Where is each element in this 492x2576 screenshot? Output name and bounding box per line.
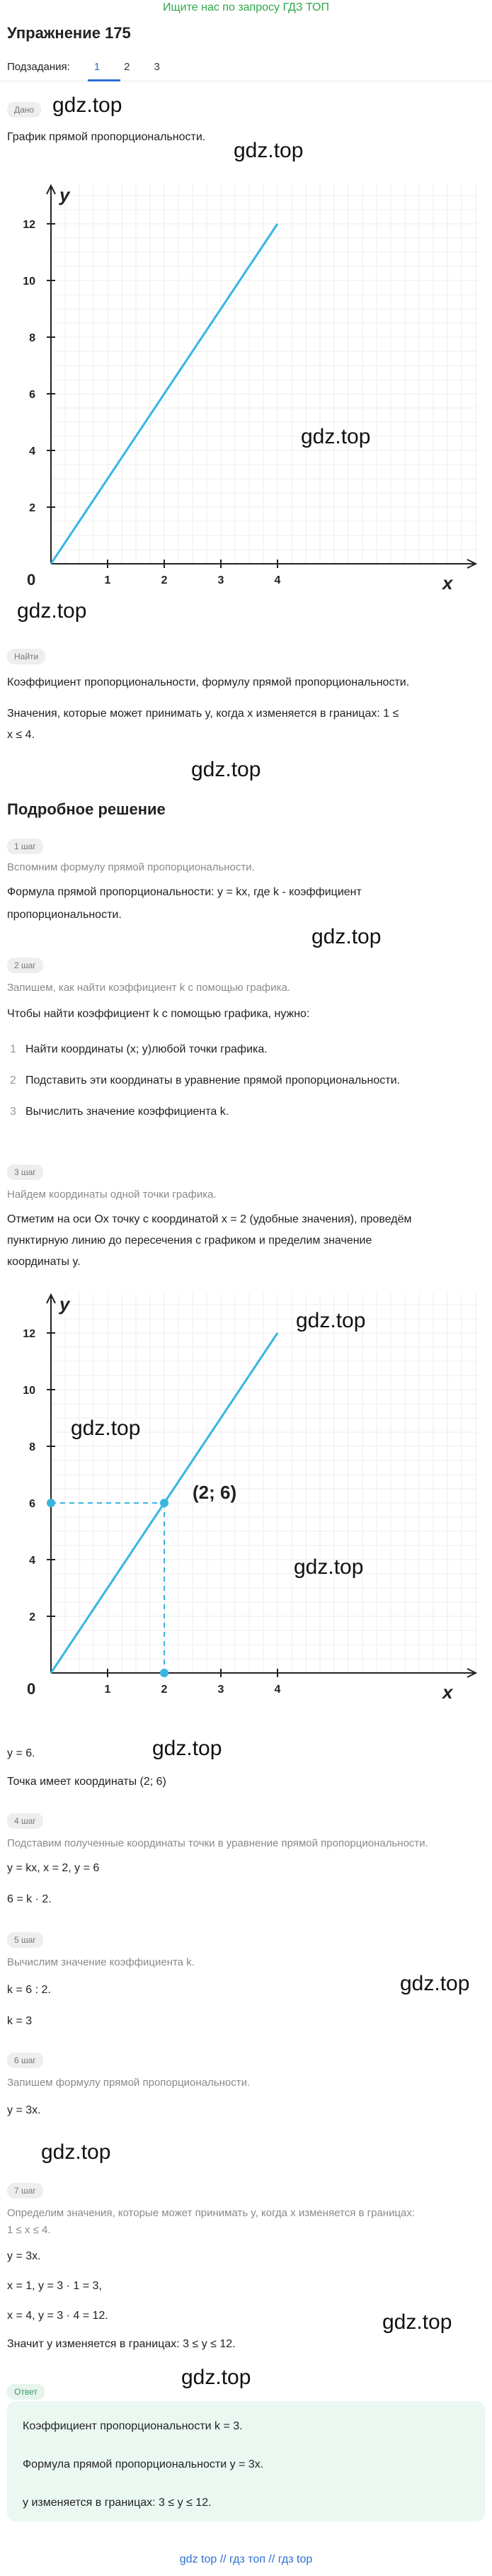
x-axis-point <box>160 1669 168 1677</box>
step-4-badge: 4 шаг <box>7 1813 43 1829</box>
answer-line-3: y изменяется в границах: 3 ≤ y ≤ 12. <box>23 2497 212 2509</box>
given-badge: Дано <box>7 102 41 118</box>
y-axis-label: y <box>59 1293 70 1315</box>
list-item: Найти координаты (x; y)любой точки графика. <box>25 1043 268 1055</box>
y-tick-label: 4 <box>29 1555 35 1567</box>
y-tick-label: 8 <box>29 1441 35 1453</box>
step-7-note-1: Определим значения, которые может принимать y, когда x изменяется в границах: <box>7 2207 416 2219</box>
step-3-line-1: Отметим на оси Ox точку с координатой x = 2 (удобные значения), проведём <box>7 1213 412 1225</box>
x-tick-label: 1 <box>104 574 111 586</box>
step-3-badge: 3 шаг <box>7 1164 43 1180</box>
chart-1 <box>0 170 492 609</box>
step-7-line-3: x = 4, y = 3 · 4 = 12. <box>7 2310 108 2322</box>
find-text-1: Коэффициент пропорциональности, формулу прямой пропорциональности. <box>7 676 410 688</box>
step-2-item-2 <box>10 1071 400 1091</box>
x-axis-label: x <box>442 1681 453 1703</box>
x-axis-label: x <box>442 572 453 594</box>
watermark: gdz.top <box>296 1309 366 1332</box>
watermark: gdz.top <box>71 1417 141 1440</box>
list-item: Подставить эти координаты в уравнение прямой пропорциональности. <box>25 1074 400 1086</box>
watermark: gdz.top <box>191 758 261 781</box>
answer-line-1: Коэффициент пропорциональности k = 3. <box>23 2420 243 2432</box>
step-5-line-1: k = 6 : 2. <box>7 1984 51 1996</box>
y-tick-label: 10 <box>23 1385 35 1397</box>
step-1-line-2: пропорциональности. <box>7 909 122 921</box>
list-item: Вычислить значение коэффициента k. <box>25 1106 229 1118</box>
footer-links[interactable]: gdz top // гдз топ // гдз top <box>179 2553 313 2565</box>
subtask-tab-3[interactable]: 3 <box>154 61 160 73</box>
watermark: gdz.top <box>301 425 371 448</box>
x-tick-label: 2 <box>161 1684 168 1696</box>
step-7-badge: 7 шаг <box>7 2183 43 2198</box>
step-3-result-2: Точка имеет координаты (2; 6) <box>7 1776 166 1788</box>
step-6-note: Запишем формулу прямой пропорциональности. <box>7 2077 251 2089</box>
highlight-point <box>160 1499 168 1507</box>
step-3-result-1: y = 6. <box>7 1747 35 1759</box>
y-tick-label: 6 <box>29 1498 35 1510</box>
y-tick-label: 2 <box>29 502 35 514</box>
y-tick-label: 8 <box>29 332 35 344</box>
subtask-tab-2[interactable]: 2 <box>124 61 130 73</box>
origin-label: 0 <box>27 1680 36 1698</box>
step-2-note: Запишем, как найти коэффициент k с помощью графика. <box>7 982 291 994</box>
step-4-line-2: 6 = k · 2. <box>7 1893 52 1905</box>
step-6-line-1: y = 3x. <box>7 2104 41 2116</box>
step-4-note: Подставим полученные координаты точки в уравнение прямой пропорциональности. <box>7 1837 428 1849</box>
x-tick-label: 1 <box>104 1684 111 1696</box>
search-hint-link[interactable]: Ищите нас по запросу ГДЗ ТОП <box>163 1 329 13</box>
step-5-badge: 5 шаг <box>7 1932 43 1948</box>
watermark: gdz.top <box>41 2140 111 2164</box>
watermark: gdz.top <box>52 93 122 117</box>
step-2-badge: 2 шаг <box>7 958 43 973</box>
list-number: 3 <box>10 1106 16 1118</box>
step-6-badge: 6 шаг <box>7 2053 43 2068</box>
step-4-line-1: y = kx, x = 2, y = 6 <box>7 1862 100 1874</box>
x-tick-label: 3 <box>217 1684 224 1696</box>
watermark: gdz.top <box>17 599 87 623</box>
step-2-item-3 <box>10 1102 229 1122</box>
y-tick-label: 12 <box>23 219 35 231</box>
step-2-intro: Чтобы найти коэффициент k с помощью графика, нужно: <box>7 1008 310 1020</box>
origin-label: 0 <box>27 571 36 589</box>
step-3-line-3: координаты y. <box>7 1256 81 1268</box>
given-text: График прямой пропорциональности. <box>7 131 206 143</box>
step-7-line-1: y = 3x. <box>7 2250 41 2262</box>
chart-2 <box>0 1279 492 1718</box>
list-number: 2 <box>10 1074 16 1086</box>
step-1-badge: 1 шаг <box>7 839 43 854</box>
step-5-line-2: k = 3 <box>7 2015 33 2027</box>
watermark: gdz.top <box>152 1737 222 1760</box>
watermark: gdz.top <box>382 2310 452 2334</box>
find-text-3: x ≤ 4. <box>7 729 35 741</box>
x-tick-label: 4 <box>274 1684 281 1696</box>
find-badge: Найти <box>7 649 45 664</box>
page-title: Упражнение 175 <box>7 24 131 42</box>
step-1-note: Вспомним формулу прямой пропорциональности. <box>7 861 255 873</box>
active-tab-indicator <box>88 79 120 81</box>
solution-title: Подробное решение <box>7 800 166 818</box>
x-tick-label: 2 <box>161 574 168 586</box>
y-axis-label: y <box>59 184 70 205</box>
step-7-line-2: x = 1, y = 3 · 1 = 3, <box>7 2280 102 2292</box>
watermark: gdz.top <box>181 2366 251 2389</box>
step-7-note-2: 1 ≤ x ≤ 4. <box>7 2224 51 2236</box>
point-label: (2; 6) <box>193 1482 237 1503</box>
step-3-note: Найдем координаты одной точки графика. <box>7 1188 217 1201</box>
y-tick-label: 6 <box>29 389 35 401</box>
watermark: gdz.top <box>234 139 304 162</box>
y-axis-point <box>47 1499 55 1507</box>
y-tick-label: 10 <box>23 276 35 288</box>
answer-badge: Ответ <box>7 2384 45 2400</box>
step-1-line-1: Формула прямой пропорциональности: y = kx, где k - коэффициент <box>7 886 362 898</box>
subtask-tab-1[interactable]: 1 <box>93 61 101 73</box>
y-tick-label: 12 <box>23 1328 35 1340</box>
step-3-line-2: пунктирную линию до пересечения с графиком и пределим значение <box>7 1235 372 1247</box>
subtasks-label: Подзадания: <box>7 61 70 73</box>
watermark: gdz.top <box>294 1555 364 1579</box>
step-2-item-1 <box>10 1040 268 1060</box>
y-tick-label: 2 <box>29 1611 35 1623</box>
find-text-2: Значения, которые может принимать y, когда x изменяется в границах: 1 ≤ <box>7 708 399 720</box>
subtasks-bar <box>7 61 160 73</box>
x-tick-label: 4 <box>274 574 281 586</box>
list-number: 1 <box>10 1043 16 1055</box>
watermark: gdz.top <box>311 925 382 948</box>
y-tick-label: 4 <box>29 446 35 458</box>
answer-line-2: Формула прямой пропорциональности y = 3x. <box>23 2458 264 2470</box>
step-7-line-4: Значит y изменяется в границах: 3 ≤ y ≤ 12. <box>7 2338 236 2350</box>
x-tick-label: 3 <box>217 574 224 586</box>
step-5-note: Вычислим значение коэффициента k. <box>7 1956 195 1968</box>
watermark: gdz.top <box>400 1972 470 1995</box>
